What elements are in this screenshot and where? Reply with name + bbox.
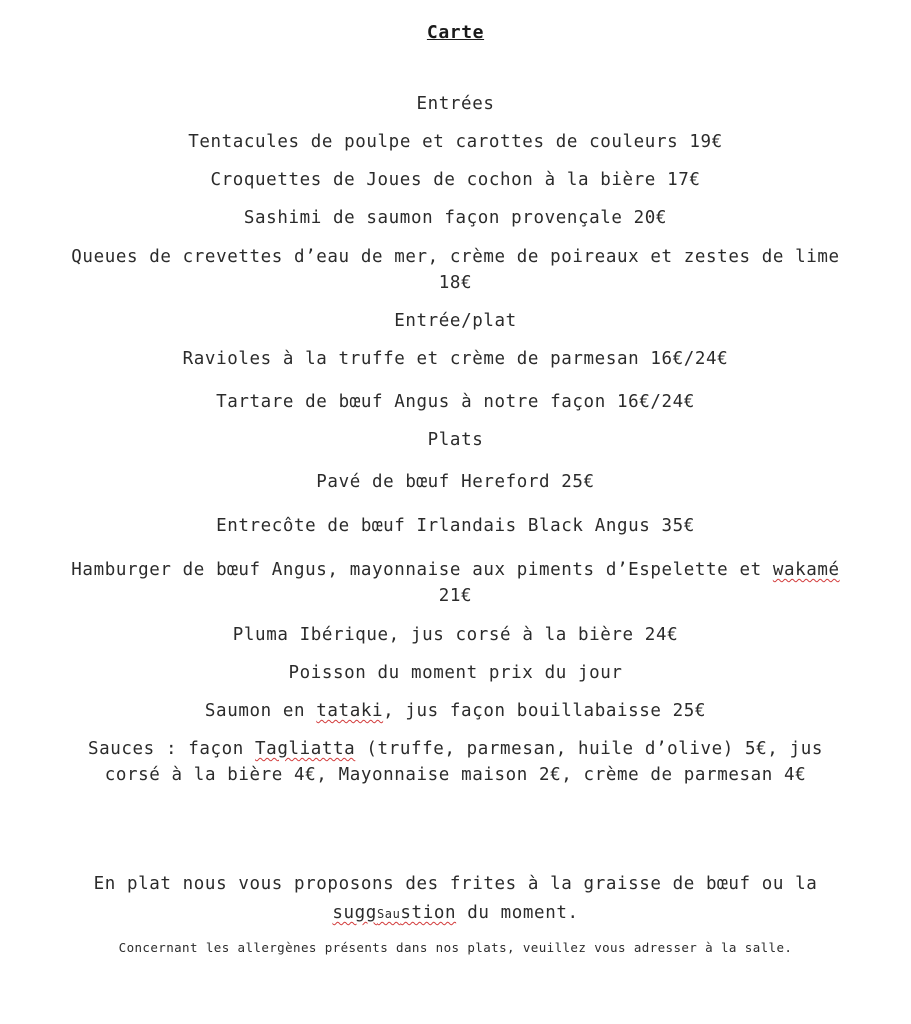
flagged-fragment: Sau [376,907,401,921]
flagged-fragment: sugg [332,903,377,923]
section-heading-entrees: Entrées [416,94,495,114]
menu-item: Tartare de bœuf Angus à notre façon 16€/24€ [216,392,695,412]
menu-item-text: Sauces : façon [88,739,256,759]
garnish-note [58,870,853,929]
menu-item: Queues de crevettes d’eau de mer, crème de poireaux et zestes de lime 18€ [71,247,840,293]
spellcheck-flagged-word: Tagliatta [255,739,356,759]
menu-item-text: Saumon en [204,701,317,721]
spellcheck-flagged-word [332,903,456,923]
menu-item: Poisson du moment prix du jour [288,663,623,683]
note-text: En plat nous vous proposons des frites à la graisse de bœuf ou la [93,874,818,894]
spellcheck-flagged-word: wakamé [772,560,840,580]
flagged-fragment: stion [400,903,457,923]
sauces-list [58,736,853,788]
page-title: Carte [426,22,485,43]
menu-item: Pavé de bœuf Hereford 25€ [316,472,595,492]
menu-item: Tentacules de poulpe et carottes de couleurs 19€ [188,132,723,152]
spellcheck-flagged-word: tataki [316,701,384,721]
menu-item-price: , jus façon bouillabaisse 25€ [383,701,707,721]
menu-item [0,698,911,724]
section-heading-plats: Plats [427,430,484,450]
menu-item: Croquettes de Joues de cochon à la bière 17€ [210,170,701,190]
menu-item: Pluma Ibérique, jus corsé à la bière 24€ [232,625,679,645]
section-heading-entree-plat: Entrée/plat [394,311,517,331]
menu-item: Entrecôte de bœuf Irlandais Black Angus 35€ [216,516,695,536]
menu-item-price: 21€ [438,586,473,606]
menu-item-text: Hamburger de bœuf Angus, mayonnaise aux piments d’Espelette et [71,560,773,580]
menu-item-text: (truffe, parmesan, huile d’olive) 5€, jus corsé à la bière 4€, Mayonnaise maison 2€, crème de parmesan 4€ [104,739,823,785]
allergens-note: Concernant les allergènes présents dans nos plats, veuillez vous adresser à la salle. [118,940,793,955]
menu-item: Sashimi de saumon façon provençale 20€ [243,208,668,228]
menu-item: Ravioles à la truffe et crème de parmesan 16€/24€ [182,349,729,369]
menu-item [55,557,856,609]
note-text: du moment. [456,903,579,923]
